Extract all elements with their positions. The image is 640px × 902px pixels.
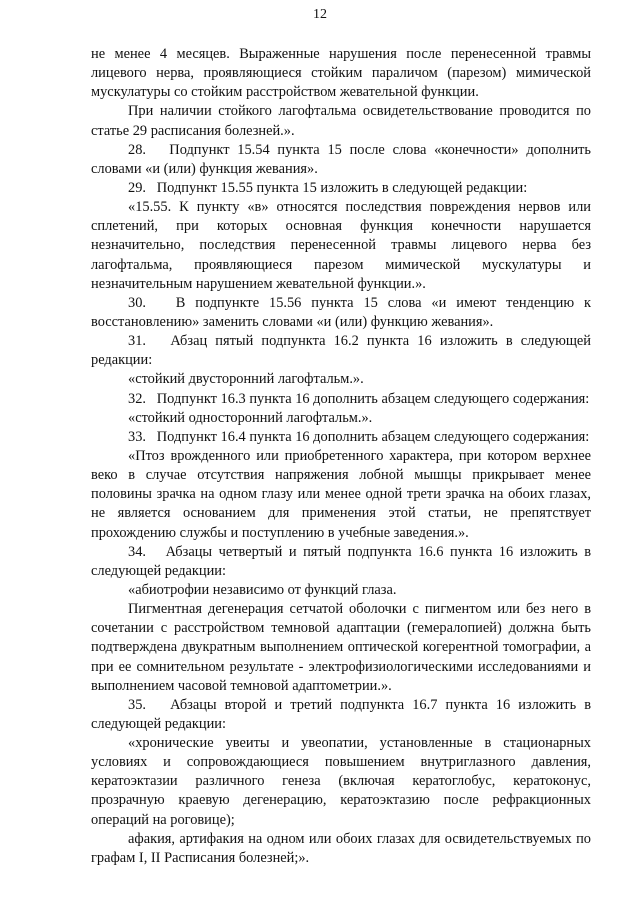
paragraph: Пигментная дегенерация сетчатой оболочки с пигментом или без него в сочетании с расстройством темновой адаптации (гемералопией) должна быть подтверждена двукратным выполнением оптической когерентной томографии, а при ее сомнительном результате - электрофизиологическими исследованиями и выполнением часовой темновой адаптометрии.». (91, 601, 591, 694)
paragraph: 33. Подпункт 16.4 пункта 16 дополнить абзацем следующего содержания: (128, 428, 590, 445)
paragraph: не менее 4 месяцев. Выраженные нарушения после перенесенной травмы лицевого нерва, проявляющиеся стойким параличом (парезом) мимической мускулатуры со стойким расстройством жевательной функции. (91, 46, 591, 101)
paragraph: «15.55. К пункту «в» относятся последствия повреждения нервов или сплетений, при которых основная функция конечности нарушается незначительно, последствия перенесенной травмы лицевого нерва без лагофтальма, проявляющиеся парезом мимической мускулатуры и незначительным нарушением жевательной функции.». (91, 199, 591, 292)
paragraph: 34. Абзацы четвертый и пятый подпункта 16.6 пункта 16 изложить в следующей редакции: (91, 543, 591, 579)
paragraph: 29. Подпункт 15.55 пункта 15 изложить в следующей редакции: (128, 179, 528, 196)
paragraph: «хронические увеиты и увеопатии, установленные в стационарных условиях и сопровождающиеся повышением внутриглазного давления, кератоэктазии различного генеза (включая кератоглобус, кератоконус, прозрачную краевую дегенерацию, кератоэктазию после рефракционных операций на роговице); (91, 735, 591, 828)
paragraph: «абиотрофии независимо от функций глаза. (128, 581, 397, 598)
paragraph: «Птоз врожденного или приобретенного характера, при котором верхнее веко в случае отсутствия напряжения лобной мышцы прикрывает менее половины зрачка на одном глазу или менее одной трети зрачка на обоих глазах, не является основанием для применения этой статьи, не препятствует прохождению службы и поступлению в учебные заведения.». (91, 447, 591, 541)
paragraph: При наличии стойкого лагофтальма освидетельствование проводится по статье 29 расписания болезней.». (91, 103, 591, 139)
paragraph: 35. Абзацы второй и третий подпункта 16.7 пункта 16 изложить в следующей редакции: (91, 696, 591, 732)
paragraph: 32. Подпункт 16.3 пункта 16 дополнить абзацем следующего содержания: (128, 390, 590, 407)
paragraph: 28. Подпункт 15.54 пункта 15 после слова «конечности» дополнить словами «и (или) функция жевания». (91, 141, 591, 177)
paragraph: 31. Абзац пятый подпункта 16.2 пункта 16 изложить в следующей редакции: (91, 333, 591, 369)
document-body (91, 45, 591, 868)
paragraph: 30. В подпункте 15.56 пункта 15 слова «и имеют тенденцию к восстановлению» заменить словами «и (или) функцию жевания». (91, 294, 591, 330)
paragraph: «стойкий односторонний лагофтальм.». (128, 409, 373, 426)
page-number: 12 (313, 7, 327, 22)
paragraph: «стойкий двусторонний лагофтальм.». (128, 371, 364, 388)
paragraph: афакия, артифакия на одном или обоих глазах для освидетельствуемых по графам I, II Расписания болезней;». (91, 830, 591, 866)
